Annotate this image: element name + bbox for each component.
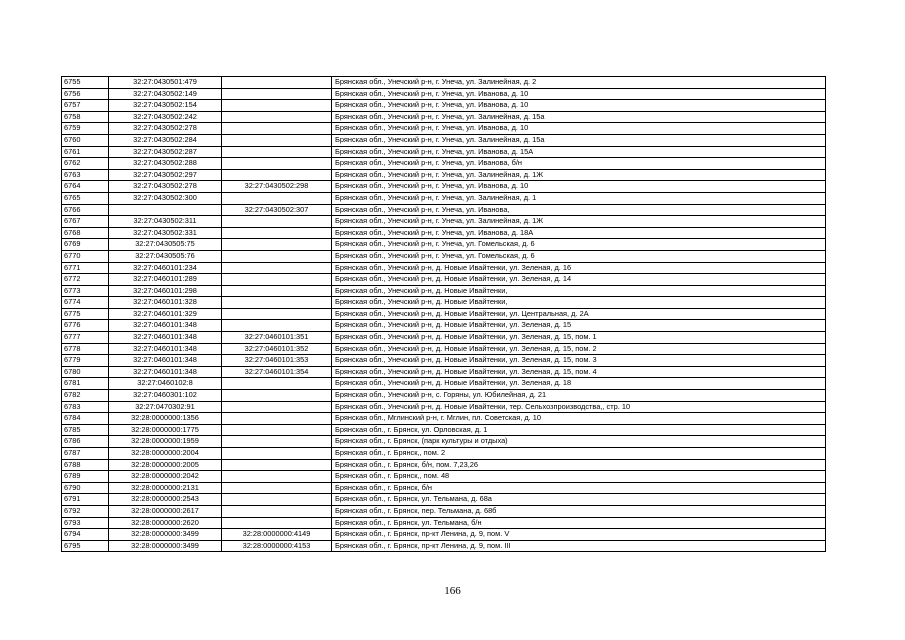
row-number-cell: 6793 [62, 517, 109, 529]
cadastral-number-cell: 32:27:0430502:300 [109, 192, 222, 204]
related-cadastral-cell [222, 517, 332, 529]
address-cell: Брянская обл., Унечский р-н, д. Новые Ивайтенки, ул. Зеленая, д. 16 [332, 262, 826, 274]
cadastral-number-cell: 32:27:0430502:242 [109, 111, 222, 123]
table-row [62, 459, 826, 471]
related-cadastral-cell [222, 100, 332, 112]
table-row [62, 250, 826, 262]
table-row [62, 77, 826, 89]
table-row [62, 529, 826, 541]
address-cell: Брянская обл., г. Брянск,, пом. 2 [332, 448, 826, 460]
table-row [62, 227, 826, 239]
address-cell: Брянская обл., г. Брянск, пр-кт Ленина, д. 9, пом. V [332, 529, 826, 541]
cadastral-number-cell: 32:28:0000000:2005 [109, 459, 222, 471]
related-cadastral-cell: 32:28:0000000:4149 [222, 529, 332, 541]
cadastral-number-cell: 32:27:0430502:287 [109, 146, 222, 158]
address-cell: Брянская обл., г. Брянск, пер. Тельмана, д. 68б [332, 505, 826, 517]
table-row [62, 390, 826, 402]
cadastral-number-cell: 32:28:0000000:1356 [109, 413, 222, 425]
registry-table [61, 76, 826, 552]
row-number-cell: 6769 [62, 239, 109, 251]
row-number-cell: 6792 [62, 505, 109, 517]
row-number-cell: 6756 [62, 88, 109, 100]
cadastral-number-cell: 32:27:0430502:331 [109, 227, 222, 239]
row-number-cell: 6780 [62, 366, 109, 378]
cadastral-number-cell: 32:28:0000000:2617 [109, 505, 222, 517]
cadastral-number-cell: 32:27:0430502:149 [109, 88, 222, 100]
table-row [62, 100, 826, 112]
table-row [62, 285, 826, 297]
address-cell: Брянская обл., Унечский р-н, д. Новые Ивайтенки, ул. Зеленая, д. 15, пом. 2 [332, 343, 826, 355]
table-row [62, 471, 826, 483]
related-cadastral-cell [222, 285, 332, 297]
row-number-cell: 6758 [62, 111, 109, 123]
row-number-cell: 6774 [62, 297, 109, 309]
related-cadastral-cell: 32:27:0460101:351 [222, 332, 332, 344]
cadastral-number-cell: 32:27:0460101:328 [109, 297, 222, 309]
address-cell: Брянская обл., Унечский р-н, г. Унеча, ул. Залинейная, д. 1 [332, 192, 826, 204]
address-cell: Брянская обл., Унечский р-н, г. Унеча, ул. Иванова, д. 10 [332, 88, 826, 100]
table-row [62, 297, 826, 309]
address-cell: Брянская обл., Унечский р-н, г. Унеча, ул. Иванова, д. 10 [332, 100, 826, 112]
table-row [62, 169, 826, 181]
cadastral-number-cell: 32:27:0430502:154 [109, 100, 222, 112]
cadastral-number-cell: 32:27:0460101:234 [109, 262, 222, 274]
row-number-cell: 6765 [62, 192, 109, 204]
table-row [62, 158, 826, 170]
table-row [62, 320, 826, 332]
related-cadastral-cell [222, 216, 332, 228]
table-row [62, 343, 826, 355]
address-cell: Брянская обл., г. Брянск, ул. Тельмана, д. 68а [332, 494, 826, 506]
related-cadastral-cell: 32:27:0430502:307 [222, 204, 332, 216]
address-cell: Брянская обл., Унечский р-н, г. Унеча, ул. Гомельская, д. 6 [332, 239, 826, 251]
cadastral-number-cell: 32:27:0430502:278 [109, 181, 222, 193]
table-row [62, 111, 826, 123]
address-cell: Брянская обл., Унечский р-н, д. Новые Ивайтенки, ул. Зеленая, д. 15, пом. 3 [332, 355, 826, 367]
row-number-cell: 6771 [62, 262, 109, 274]
address-cell: Брянская обл., Унечский р-н, д. Новые Ивайтенки, ул. Зеленая, д. 15, пом. 1 [332, 332, 826, 344]
row-number-cell: 6763 [62, 169, 109, 181]
cadastral-number-cell: 32:28:0000000:2543 [109, 494, 222, 506]
cadastral-number-cell: 32:27:0460101:289 [109, 274, 222, 286]
cadastral-number-cell: 32:27:0470302:91 [109, 401, 222, 413]
cadastral-number-cell: 32:28:0000000:3499 [109, 540, 222, 552]
related-cadastral-cell [222, 158, 332, 170]
table-row [62, 494, 826, 506]
address-cell: Брянская обл., Унечский р-н, д. Новые Ивайтенки, [332, 297, 826, 309]
registry-table-body [62, 77, 826, 552]
row-number-cell: 6784 [62, 413, 109, 425]
related-cadastral-cell [222, 413, 332, 425]
related-cadastral-cell [222, 378, 332, 390]
cadastral-number-cell: 32:28:0000000:1959 [109, 436, 222, 448]
table-row [62, 146, 826, 158]
related-cadastral-cell [222, 471, 332, 483]
row-number-cell: 6778 [62, 343, 109, 355]
table-row [62, 274, 826, 286]
table-row [62, 216, 826, 228]
related-cadastral-cell [222, 459, 332, 471]
related-cadastral-cell [222, 192, 332, 204]
related-cadastral-cell [222, 308, 332, 320]
address-cell: Брянская обл., Унечский р-н, д. Новые Ивайтенки, тер. Сельхозпроизводства,, стр. 10 [332, 401, 826, 413]
cadastral-number-cell: 32:27:0430502:311 [109, 216, 222, 228]
related-cadastral-cell: 32:27:0460101:354 [222, 366, 332, 378]
row-number-cell: 6764 [62, 181, 109, 193]
address-cell: Брянская обл., Унечский р-н, г. Унеча, ул. Залинейная, д. 1Ж [332, 216, 826, 228]
cadastral-number-cell: 32:27:0460101:348 [109, 343, 222, 355]
row-number-cell: 6761 [62, 146, 109, 158]
address-cell: Брянская обл., Унечский р-н, г. Унеча, ул. Иванова, д. 18А [332, 227, 826, 239]
row-number-cell: 6783 [62, 401, 109, 413]
cadastral-number-cell: 32:28:0000000:2620 [109, 517, 222, 529]
row-number-cell: 6779 [62, 355, 109, 367]
address-cell: Брянская обл., Унечский р-н, г. Унеча, ул. Иванова, д. 10 [332, 123, 826, 135]
cadastral-number-cell: 32:27:0430502:297 [109, 169, 222, 181]
related-cadastral-cell [222, 297, 332, 309]
row-number-cell: 6770 [62, 250, 109, 262]
row-number-cell: 6772 [62, 274, 109, 286]
address-cell: Брянская обл., г. Брянск, б/н [332, 482, 826, 494]
address-cell: Брянская обл., Унечский р-н, д. Новые Ивайтенки, ул. Зеленая, д. 18 [332, 378, 826, 390]
row-number-cell: 6788 [62, 459, 109, 471]
row-number-cell: 6757 [62, 100, 109, 112]
row-number-cell: 6762 [62, 158, 109, 170]
related-cadastral-cell: 32:28:0000000:4153 [222, 540, 332, 552]
address-cell: Брянская обл., г. Брянск, ул. Орловская, д. 1 [332, 424, 826, 436]
table-row [62, 308, 826, 320]
related-cadastral-cell [222, 88, 332, 100]
related-cadastral-cell [222, 146, 332, 158]
table-row [62, 540, 826, 552]
row-number-cell: 6785 [62, 424, 109, 436]
row-number-cell: 6794 [62, 529, 109, 541]
cadastral-number-cell: 32:28:0000000:2131 [109, 482, 222, 494]
table-row [62, 413, 826, 425]
cadastral-number-cell: 32:27:0460102:8 [109, 378, 222, 390]
related-cadastral-cell: 32:27:0430502:298 [222, 181, 332, 193]
related-cadastral-cell [222, 401, 332, 413]
cadastral-number-cell: 32:27:0430502:278 [109, 123, 222, 135]
related-cadastral-cell [222, 77, 332, 89]
row-number-cell: 6787 [62, 448, 109, 460]
address-cell: Брянская обл., г. Брянск, пр-кт Ленина, д. 9, пом. III [332, 540, 826, 552]
table-row [62, 123, 826, 135]
address-cell: Брянская обл., Унечский р-н, г. Унеча, ул. Залинейная, д. 15а [332, 111, 826, 123]
row-number-cell: 6759 [62, 123, 109, 135]
row-number-cell: 6790 [62, 482, 109, 494]
address-cell: Брянская обл., Мглинский р-н, г. Мглин, пл. Советская, д. 10 [332, 413, 826, 425]
row-number-cell: 6768 [62, 227, 109, 239]
address-cell: Брянская обл., Унечский р-н, д. Новые Ивайтенки, ул. Центральная, д. 2А [332, 308, 826, 320]
table-row [62, 505, 826, 517]
cadastral-number-cell: 32:27:0460101:348 [109, 355, 222, 367]
address-cell: Брянская обл., Унечский р-н, с. Горяны, ул. Юбилейная, д. 21 [332, 390, 826, 402]
cadastral-number-cell: 32:27:0460101:348 [109, 320, 222, 332]
related-cadastral-cell [222, 424, 332, 436]
address-cell: Брянская обл., Унечский р-н, г. Унеча, ул. Иванова, [332, 204, 826, 216]
cadastral-number-cell: 32:28:0000000:2004 [109, 448, 222, 460]
related-cadastral-cell [222, 482, 332, 494]
cadastral-number-cell: 32:27:0460101:348 [109, 366, 222, 378]
table-row [62, 424, 826, 436]
cadastral-number-cell: 32:27:0460301:102 [109, 390, 222, 402]
related-cadastral-cell [222, 320, 332, 332]
address-cell: Брянская обл., Унечский р-н, г. Унеча, ул. Иванова, д. 10 [332, 181, 826, 193]
related-cadastral-cell [222, 239, 332, 251]
table-row [62, 378, 826, 390]
table-row [62, 239, 826, 251]
related-cadastral-cell: 32:27:0460101:353 [222, 355, 332, 367]
table-row [62, 88, 826, 100]
address-cell: Брянская обл., Унечский р-н, г. Унеча, ул. Гомельская, д. 6 [332, 250, 826, 262]
row-number-cell: 6755 [62, 77, 109, 89]
related-cadastral-cell [222, 390, 332, 402]
address-cell: Брянская обл., г. Брянск, ул. Тельмана, б/н [332, 517, 826, 529]
cadastral-number-cell [109, 204, 222, 216]
row-number-cell: 6760 [62, 134, 109, 146]
cadastral-number-cell: 32:27:0460101:348 [109, 332, 222, 344]
table-row [62, 262, 826, 274]
row-number-cell: 6776 [62, 320, 109, 332]
address-cell: Брянская обл., Унечский р-н, д. Новые Ивайтенки, [332, 285, 826, 297]
related-cadastral-cell [222, 274, 332, 286]
table-row [62, 204, 826, 216]
address-cell: Брянская обл., Унечский р-н, д. Новые Ивайтенки, ул. Зеленая, д. 15 [332, 320, 826, 332]
address-cell: Брянская обл., Унечский р-н, г. Унеча, ул. Залинейная, д. 2 [332, 77, 826, 89]
table-row [62, 332, 826, 344]
cadastral-number-cell: 32:27:0430501:479 [109, 77, 222, 89]
table-row [62, 181, 826, 193]
cadastral-number-cell: 32:27:0430505:76 [109, 250, 222, 262]
address-cell: Брянская обл., г. Брянск, б/н, пом. 7,23,26 [332, 459, 826, 471]
table-row [62, 517, 826, 529]
table-row [62, 482, 826, 494]
table-row [62, 436, 826, 448]
related-cadastral-cell [222, 123, 332, 135]
row-number-cell: 6791 [62, 494, 109, 506]
cadastral-number-cell: 32:27:0430502:288 [109, 158, 222, 170]
address-cell: Брянская обл., Унечский р-н, г. Унеча, ул. Иванова, б/н [332, 158, 826, 170]
related-cadastral-cell [222, 111, 332, 123]
row-number-cell: 6775 [62, 308, 109, 320]
address-cell: Брянская обл., Унечский р-н, д. Новые Ивайтенки, ул. Зеленая, д. 15, пом. 4 [332, 366, 826, 378]
address-cell: Брянская обл., Унечский р-н, г. Унеча, ул. Залинейная, д. 1Ж [332, 169, 826, 181]
related-cadastral-cell [222, 494, 332, 506]
cadastral-number-cell: 32:28:0000000:2042 [109, 471, 222, 483]
cadastral-number-cell: 32:27:0460101:298 [109, 285, 222, 297]
related-cadastral-cell [222, 169, 332, 181]
row-number-cell: 6782 [62, 390, 109, 402]
cadastral-number-cell: 32:27:0430502:284 [109, 134, 222, 146]
related-cadastral-cell [222, 505, 332, 517]
related-cadastral-cell [222, 436, 332, 448]
related-cadastral-cell [222, 134, 332, 146]
row-number-cell: 6766 [62, 204, 109, 216]
row-number-cell: 6777 [62, 332, 109, 344]
cadastral-number-cell: 32:28:0000000:1775 [109, 424, 222, 436]
row-number-cell: 6773 [62, 285, 109, 297]
cadastral-number-cell: 32:27:0460101:329 [109, 308, 222, 320]
address-cell: Брянская обл., г. Брянск, (парк культуры и отдыха) [332, 436, 826, 448]
table-row [62, 401, 826, 413]
related-cadastral-cell [222, 262, 332, 274]
cadastral-number-cell: 32:28:0000000:3499 [109, 529, 222, 541]
table-row [62, 134, 826, 146]
row-number-cell: 6789 [62, 471, 109, 483]
table-row [62, 448, 826, 460]
cadastral-number-cell: 32:27:0430505:75 [109, 239, 222, 251]
table-row [62, 366, 826, 378]
row-number-cell: 6795 [62, 540, 109, 552]
table-row [62, 192, 826, 204]
address-cell: Брянская обл., Унечский р-н, г. Унеча, ул. Залинейная, д. 15а [332, 134, 826, 146]
row-number-cell: 6786 [62, 436, 109, 448]
related-cadastral-cell [222, 448, 332, 460]
address-cell: Брянская обл., Унечский р-н, д. Новые Ивайтенки, ул. Зеленая, д. 14 [332, 274, 826, 286]
address-cell: Брянская обл., г. Брянск,, пом. 48 [332, 471, 826, 483]
related-cadastral-cell [222, 250, 332, 262]
related-cadastral-cell [222, 227, 332, 239]
related-cadastral-cell: 32:27:0460101:352 [222, 343, 332, 355]
address-cell: Брянская обл., Унечский р-н, г. Унеча, ул. Иванова, д. 15А [332, 146, 826, 158]
row-number-cell: 6781 [62, 378, 109, 390]
page-number: 166 [444, 585, 461, 597]
row-number-cell: 6767 [62, 216, 109, 228]
table-row [62, 355, 826, 367]
